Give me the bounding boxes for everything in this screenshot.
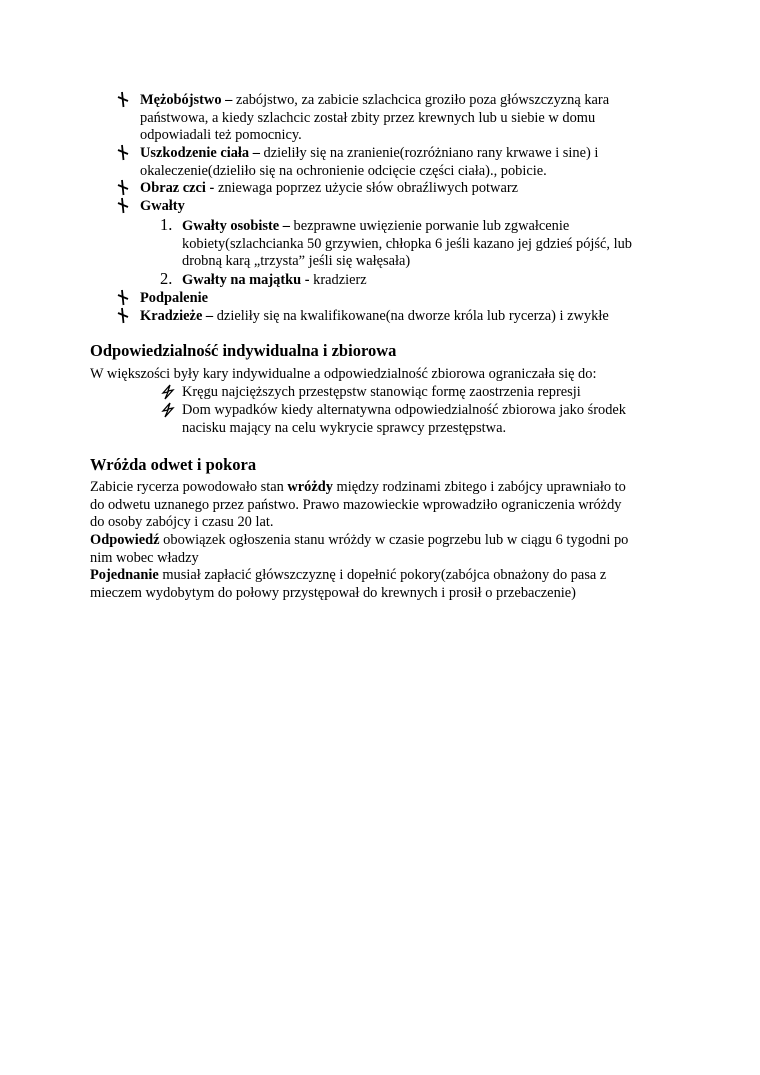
paragraph-text: obowiązek ogłoszenia stanu wróżdy w czasie pogrzebu lub w ciągu 6 tygodni po [159, 532, 629, 548]
section1-item [182, 384, 581, 402]
section-heading-wrozda: Wróżda odwet i pokora [90, 455, 257, 474]
item-text: drobną karą „trzysta” jeśli się wałęsała) [182, 253, 411, 269]
section-heading-odpowiedzialnosc: Odpowiedzialność indywidualna i zbiorowa [90, 341, 397, 360]
lightning-bullet-icon [160, 384, 174, 401]
term: Obraz czci - [140, 180, 215, 196]
sublist-item-gwalty-osobiste [182, 218, 632, 271]
paragraph-text: Zabicie rycerza powodowało stan [90, 479, 288, 495]
item-text: Dom wypadków kiedy alternatywna odpowiedzialność zbiorowa jako środek [182, 402, 626, 418]
list-number: 1. [160, 215, 173, 234]
paragraph-pojednanie [90, 567, 606, 602]
section1-item [182, 402, 626, 437]
term: Kradzieże – [140, 308, 214, 324]
bold-term: wróżdy [287, 479, 333, 495]
bullet-icon [116, 307, 130, 324]
bullet-icon [116, 91, 130, 108]
section-intro: W większości były kary indywidualne a odpowiedzialność zbiorowa ograniczała się do: [90, 366, 597, 382]
bullet-icon [116, 144, 130, 161]
item-text: państwowa, a kiedy szlachcic został zbity przez krewnych lub u siebie w domu [140, 109, 596, 126]
bold-term: Pojednanie [90, 567, 159, 583]
item-text: zabójstwo, za zabicie szlachcica groziło poza główszczyzną kara [235, 92, 610, 108]
item-text: kradzierz [313, 272, 367, 288]
paragraph-wrozda [90, 479, 626, 532]
list-item-obraz-czci [140, 180, 518, 198]
item-text: dzieliły się na zranienie(rozróżniano rany krwawe i sine) i [263, 145, 599, 161]
item-text: zniewaga poprzez użycie słów obraźliwych potwarz [217, 180, 519, 196]
term: Mężobójstwo – [140, 92, 233, 108]
term: Gwałty na majątku - [182, 272, 310, 288]
paragraph-text: musiał zapłacić główszczyznę i dopełnić pokory(zabójca obnażony do pasa z [158, 567, 607, 583]
list-item-podpalenie [140, 290, 208, 308]
paragraph-text: między rodzinami zbitego i zabójcy uprawniało to [332, 479, 626, 495]
term: Gwałty osobiste – [182, 218, 290, 234]
term: Podpalenie [140, 290, 208, 306]
paragraph-text: do osoby zabójcy i czasu 20 lat. [90, 514, 274, 530]
bold-term: Odpowiedź [90, 532, 160, 548]
item-text: Kręgu najcięższych przestępstw stanowiąc formę zaostrzenia represji [182, 384, 581, 400]
list-item-kradzieze [140, 308, 609, 326]
item-text: dzieliły się na kwalifikowane(na dworze króla lub rycerza) i zwykłe [216, 308, 609, 324]
item-text: odpowiadali też pomocnicy. [140, 127, 302, 143]
paragraph-odpowiedz [90, 532, 628, 567]
lightning-bullet-icon [160, 402, 174, 419]
list-item-mezobojstwo [140, 92, 609, 145]
item-text: kobiety(szlachcianka 50 grzywien, chłopka 6 jeśli kazano jej gdzieś pójść, lub [182, 235, 632, 252]
item-text: nacisku mający na celu wykrycie sprawcy przestępstwa. [182, 419, 507, 436]
paragraph-text: nim wobec władzy [90, 549, 199, 566]
paragraph-text: mieczem wydobytym do połowy przystępował do krewnych i prosił o przebaczenie) [90, 584, 576, 601]
paragraph-text: do odwetu uznanego przez państwo. Prawo mazowieckie wprowadziło ograniczenia wróżdy [90, 496, 622, 513]
list-item-gwalty [140, 198, 185, 216]
term: Uszkodzenie ciała – [140, 145, 260, 161]
item-text: okaleczenie(dzieliło się na ochronienie odcięcie części ciała)., pobicie. [140, 162, 547, 179]
sublist-item-gwalty-majatek [182, 272, 367, 290]
list-number: 2. [160, 269, 173, 288]
list-item-uszkodzenie [140, 145, 598, 180]
item-text: bezprawne uwięzienie porwanie lub zgwałcenie [293, 218, 570, 234]
bullet-icon [116, 289, 130, 306]
bullet-icon [116, 197, 130, 214]
bullet-icon [116, 179, 130, 196]
term: Gwałty [140, 198, 185, 214]
